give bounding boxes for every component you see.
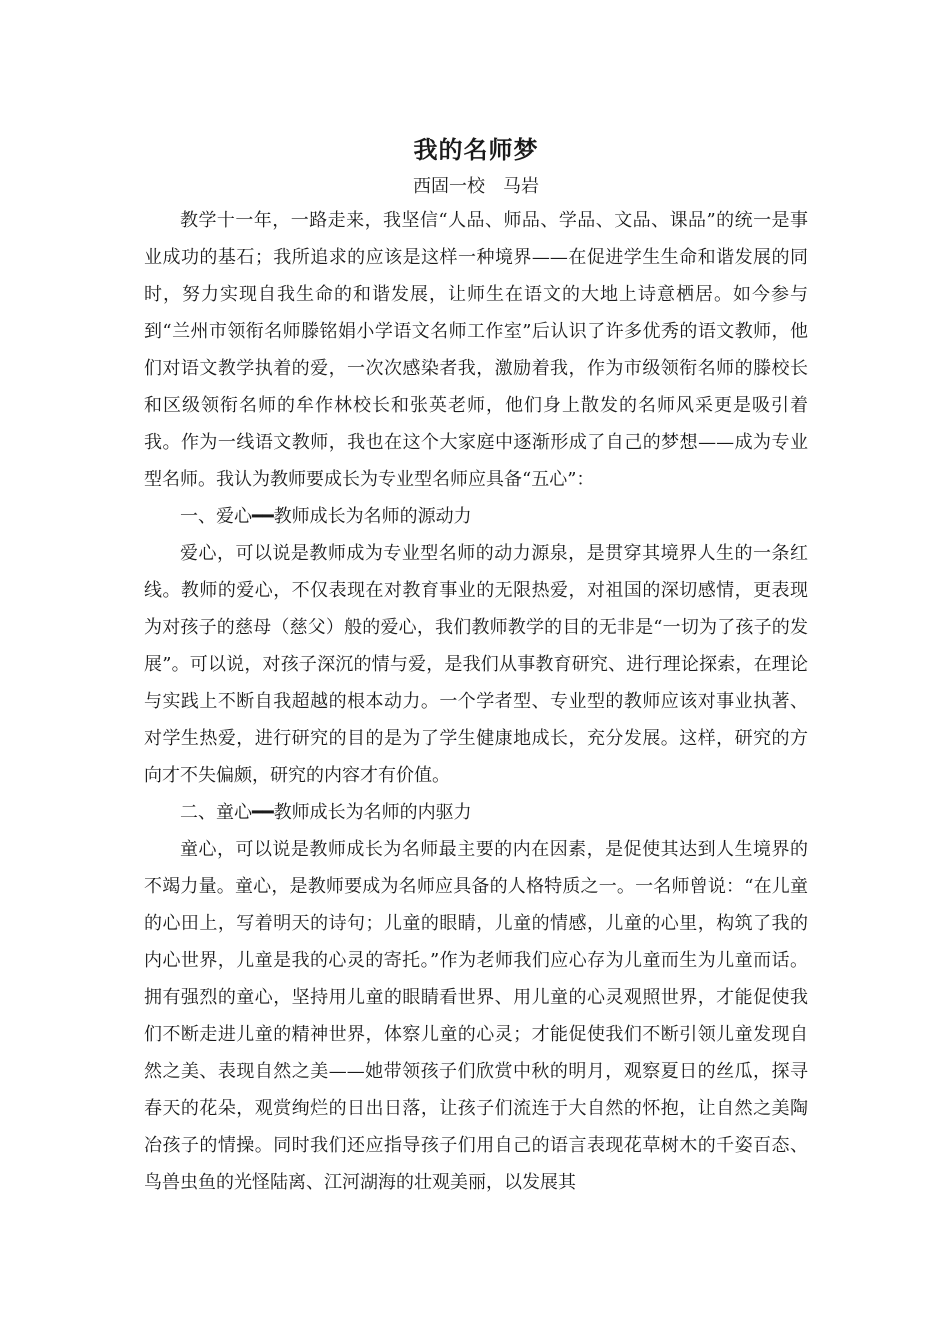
author-byline: 西固一校 马岩: [413, 176, 539, 197]
section-heading-love: 一、爱心━━教师成长为名师的源动力: [180, 506, 472, 527]
intro-paragraph: 教学十一年，一路走来，我坚信“人品、师品、学品、文品、课品”的统一是事业成功的基石；我所追求的应该是这样一种境界——在促进学生生命和谐发展的同时，努力实现自我生命的和谐发展，让师生在语文的大地上诗意栖居。如今参与到“兰州市领衔名师滕铭娟小学语文名师工作室”后认识了许多优秀的语文教师，他们对语文教学执着的爱，一次次感染者我，激励着我，作为市级领衔名师的滕校长和区级领衔名师的牟作林校长和张英老师，他们身上散发的名师风采更是吸引着我。作为一线语文教师，我也在这个大家庭中逐渐形成了自己的梦想——成为专业型名师。我认为教师要成长为专业型名师应具备“五心”：: [144, 210, 808, 490]
document-title: 我的名师梦: [413, 136, 539, 164]
section-heading-childlike: 二、童心━━教师成长为名师的内驱力: [180, 802, 472, 823]
document-page: [144, 128, 808, 1201]
section-body-childlike: 童心，可以说是教师成长为名师最主要的内在因素，是促使其达到人生境界的不竭力量。童心，是教师要成为名师应具备的人格特质之一。一名师曾说：“在儿童的心田上，写着明天的诗句；儿童的眼睛，儿童的情感，儿童的心里，构筑了我的内心世界，儿童是我的心灵的寄托。”作为老师我们应心存为儿童而生为儿童而话。拥有强烈的童心，坚持用儿童的眼睛看世界、用儿童的心灵观照世界，才能促使我们不断走进儿童的精神世界，体察儿童的心灵；才能促使我们不断引领儿童发现自然之美、表现自然之美——她带领孩子们欣赏中秋的明月，观察夏日的丝瓜，探寻春天的花朵，观赏绚烂的日出日落，让孩子们流连于大自然的怀抱，让自然之美陶冶孩子的情操。同时我们还应指导孩子们用自己的语言表现花草树木的千姿百态、鸟兽虫鱼的光怪陆离、江河湖海的壮观美丽，以发展其: [144, 839, 808, 1193]
section-body-love: 爱心，可以说是教师成为专业型名师的动力源泉，是贯穿其境界人生的一条红线。教师的爱心，不仅表现在对教育事业的无限热爱，对祖国的深切感情，更表现为对孩子的慈母（慈父）般的爱心，我们教师教学的目的无非是“一切为了孩子的发展”。可以说，对孩子深沉的情与爱，是我们从事教育研究、进行理论探索，在理论与实践上不断自我超越的根本动力。一个学者型、专业型的教师应该对事业执著、对学生热爱，进行研究的目的是为了学生健康地成长，充分发展。这样，研究的方向才不失偏颇，研究的内容才有价值。: [144, 543, 808, 786]
